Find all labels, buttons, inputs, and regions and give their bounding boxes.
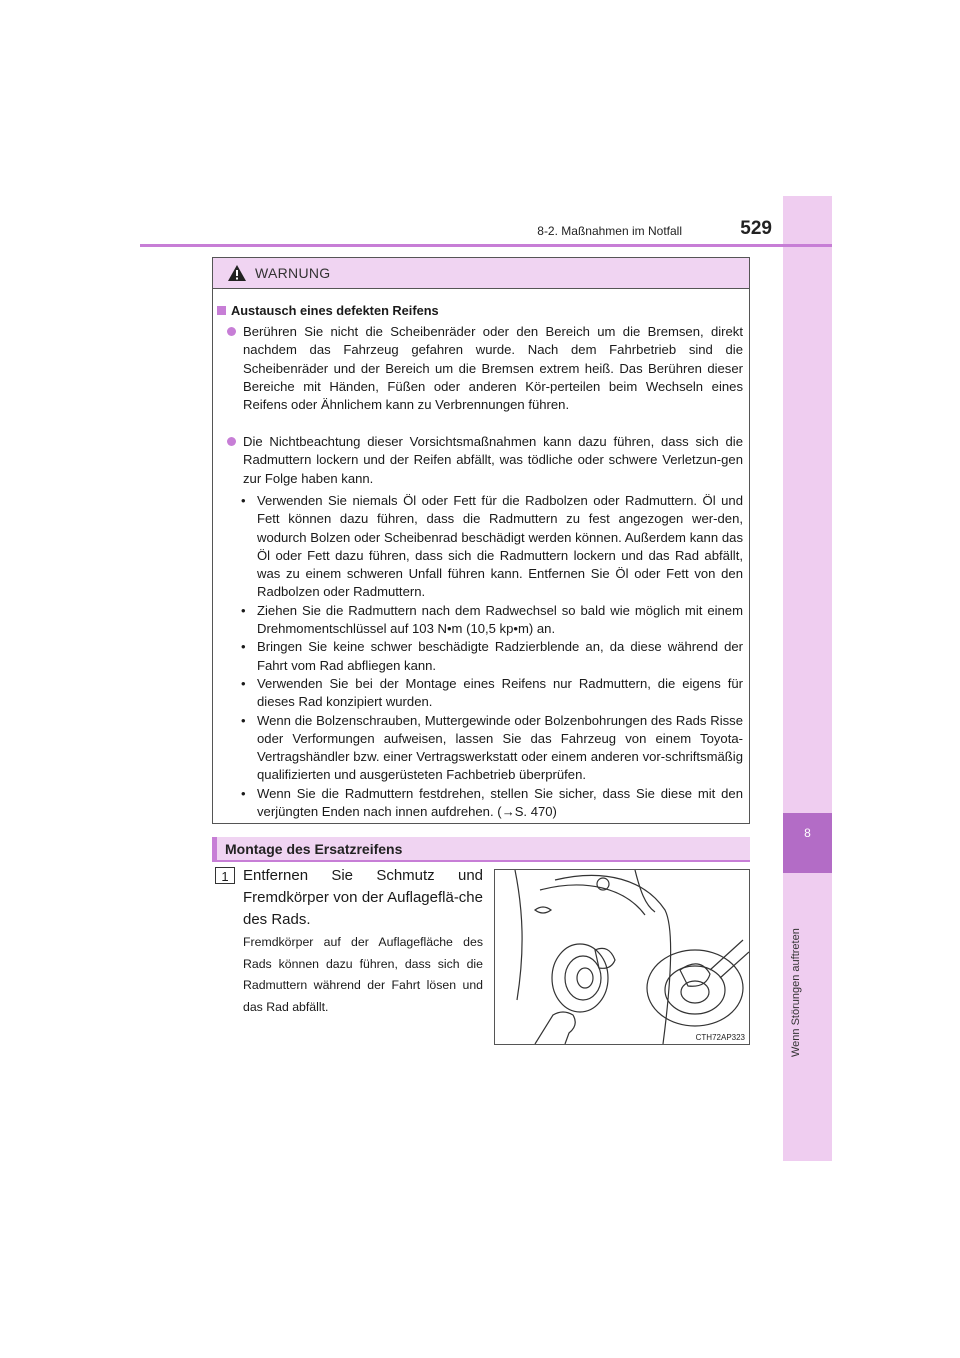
list-item: • Verwenden Sie niemals Öl oder Fett für die Radbolzen oder Radmuttern. Öl und Fett können dazu führen, dass die Radmuttern zu fest angezogen wer-den, wodurch Bolzen oder Scheibenrad beschädigt werden können. Außerdem kann das Öl oder Fett dazu führen, dass sich die Radmuttern lockern und das Rad abfällt, was zu einem schweren Unfall führen kann. Entfernen Sie Öl oder Fett von den Radbolzen oder Radmuttern. bbox=[241, 493, 743, 600]
list-item-text: Verwenden Sie niemals Öl oder Fett für die Radbolzen oder Radmuttern. Öl und Fett können dazu führen, dass die Radmuttern zu fest angezogen wer-den, wodurch Bolzen oder Scheibenrad beschädigt werden können. Außerdem kann das Öl oder Fett dazu führen, dass sich die Radmuttern lockern und das Rad abfällt, was zu einem schweren Unfall führen kann. Entfernen Sie Öl oder Fett von den Radbolzen oder Radmuttern. bbox=[257, 493, 743, 600]
page-number: 529 bbox=[740, 218, 772, 239]
step-instruction: Entfernen Sie Schmutz und Fremdkörper von der Auflageflä-che des Rads. bbox=[243, 867, 483, 928]
list-item-text: Verwenden Sie bei der Montage eines Reifens nur Radmuttern, die eigens für dieses Rad konzipiert wurden. bbox=[257, 675, 743, 710]
list-item-text: Wenn Sie die Radmuttern festdrehen, stellen Sie sicher, dass Sie diese mit den verjüngten Enden nach innen aufdrehen. (→S. 470) bbox=[257, 785, 743, 820]
round-bullet-icon bbox=[227, 437, 236, 446]
section-title: 8-2. Maßnahmen im Notfall bbox=[537, 224, 682, 238]
list-item-text: Bringen Sie keine schwer beschädigte Radzierblende an, da diese während der Fahrt vom Rad abfliegen kann. bbox=[257, 639, 743, 673]
step-number-box: 1 bbox=[215, 867, 235, 884]
warning-title: WARNUNG bbox=[255, 265, 331, 281]
wheel-cleaning-illustration bbox=[494, 869, 750, 1045]
warning-bullet-2 bbox=[227, 433, 743, 488]
list-item-text: Wenn die Bolzenschrauben, Muttergewinde oder Bolzenbohrungen des Rads Risse oder Verformungen aufweisen, lassen Sie das Fahrzeug von einem Toyota-Vertragshändler bzw. einer Vertragswerkstatt oder einem anderen vor-schriftsmäßig qualifizierten und ausgerüsteten Fachbetrieb überprüfen. bbox=[257, 712, 743, 783]
header-rule bbox=[140, 244, 832, 247]
chapter-number: 8 bbox=[804, 826, 811, 840]
step-note: Fremdkörper auf der Auflagefläche des Rads können dazu führen, dass sich die Radmuttern während der Fahrt lösen und das Rad abfällt. bbox=[243, 935, 483, 1014]
montage-section-header bbox=[212, 837, 750, 862]
warning-item-list bbox=[239, 492, 743, 821]
list-item: • Wenn Sie die Radmuttern festdrehen, stellen Sie sicher, dass Sie diese mit den verjüngten Enden nach innen aufdrehen. (→S. 470) bbox=[241, 785, 743, 820]
wheel-cleaning-drawing bbox=[495, 870, 749, 1044]
list-item: • Verwenden Sie bei der Montage eines Reifens nur Radmuttern, die eigens für dieses Rad konzipiert wurden. bbox=[241, 675, 743, 710]
list-item: • Ziehen Sie die Radmuttern nach dem Radwechsel so bald wie möglich mit einem Drehmomentschlüssel auf 103 N•m (10,5 kp•m) an. bbox=[241, 602, 743, 637]
warning-subtitle-text: Austausch eines defekten Reifens bbox=[231, 303, 439, 318]
warning-triangle-icon bbox=[227, 264, 247, 282]
figure-code: CTH72AP323 bbox=[695, 1033, 745, 1042]
warning-box bbox=[212, 257, 750, 824]
warning-subtitle bbox=[217, 302, 439, 320]
warning-bullet-1 bbox=[227, 323, 743, 414]
montage-title: Montage des Ersatzreifens bbox=[225, 841, 403, 857]
section-accent-bar bbox=[212, 837, 217, 862]
list-item-text: Ziehen Sie die Radmuttern nach dem Radwechsel so bald wie möglich mit einem Drehmomentschlüssel auf 103 N•m (10,5 kp•m) an. bbox=[257, 602, 743, 637]
round-bullet-icon bbox=[227, 327, 236, 336]
warning-bullet-2-text: Die Nichtbeachtung dieser Vorsichtsmaßnahmen kann dazu führen, dass sich die Radmuttern lockern und der Reifen abfällt, was tödliche oder schwere Verletzun-gen zur Folge haben kann. bbox=[243, 434, 743, 486]
chapter-title: Wenn Störungen auftreten bbox=[790, 928, 802, 1057]
warning-bullet-1-text: Berühren Sie nicht die Scheibenräder oder den Bereich um die Bremsen, direkt nachdem das Fahrzeug gefahren wurde. Nach dem Fahrbetrieb sind die Scheibenräder und der Bereich um die Bremsen extrem heiß. Das Berühren dieser Bereiche mit Händen, Füßen oder anderen Kör-perteilen beim Wechseln eines Reifens oder Ähnlichem kann zu Verbrennungen führen. bbox=[243, 324, 743, 413]
list-item: • Bringen Sie keine schwer beschädigte Radzierblende an, da diese während der Fahrt vom Rad abfliegen kann. bbox=[241, 639, 743, 673]
list-item: • Wenn die Bolzenschrauben, Muttergewinde oder Bolzenbohrungen des Rads Risse oder Verformungen aufweisen, lassen Sie das Fahrzeug von einem Toyota-Vertragshändler bzw. einer Vertragswerkstatt oder einem anderen vor-schriftsmäßig qualifizierten und ausgerüsteten Fachbetrieb überprüfen. bbox=[241, 712, 743, 783]
warning-header bbox=[213, 258, 749, 289]
square-bullet-icon bbox=[217, 306, 226, 315]
